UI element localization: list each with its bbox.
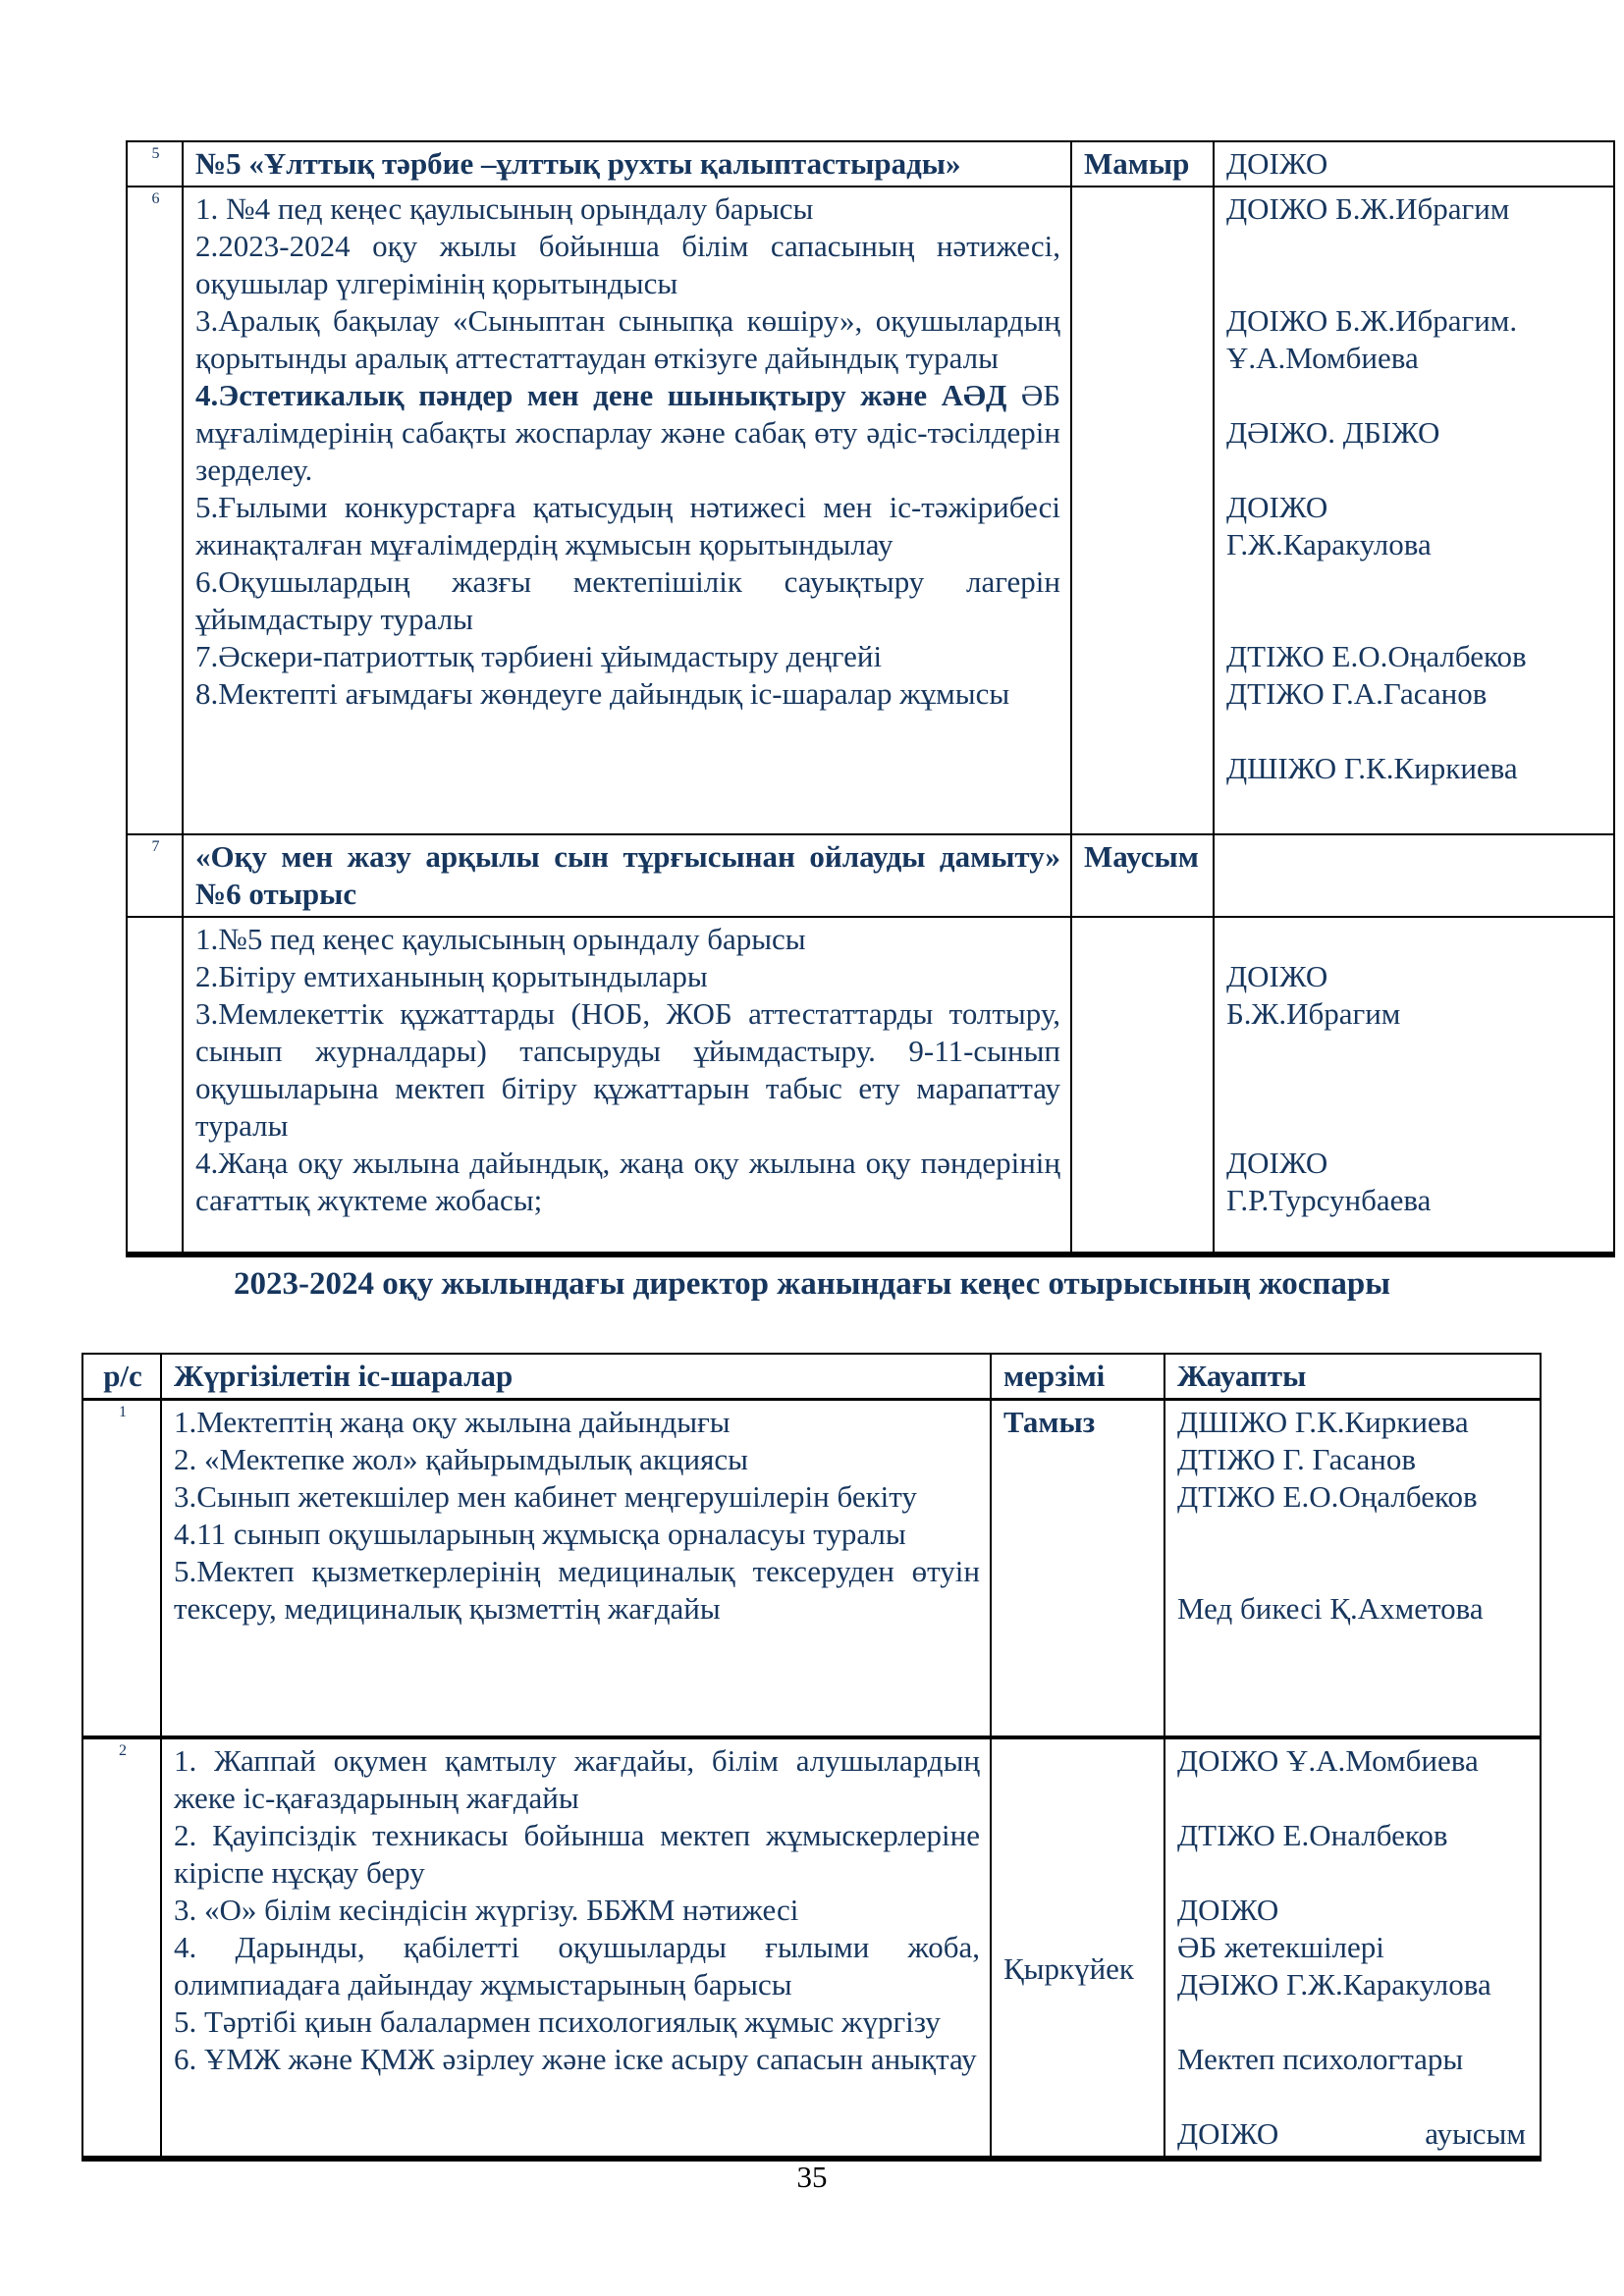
month-label: Мамыр [1084, 146, 1190, 181]
responsible-label: ДОІЖО [1226, 959, 1328, 993]
activity-item: 4. Дарынды, қабілетті оқушыларды ғылыми жоба, олимпиадаға дайындау жұмыстарының барысы [174, 1930, 980, 2002]
responsible-cell [1214, 187, 1614, 834]
agenda-item: 2.Бітіру емтиханының қорытындылары [195, 959, 708, 993]
activity-item: 4.11 сынып оқушыларының жұмысқа орналасуы туралы [174, 1517, 906, 1551]
table-header-row [82, 1354, 1541, 1400]
responsible-label: ДОІЖО Б.Ж.Ибрагим [1226, 191, 1510, 226]
row-number-cell: 2 [82, 1737, 161, 2159]
header-activities-label: Жүргізілетін іс-шаралар [174, 1359, 514, 1393]
responsible-label: Б.Ж.Ибрагим [1226, 996, 1401, 1031]
agenda-item: 7.Әскери-патриоттық тәрбиені ұйымдастыру деңгейі [195, 639, 883, 673]
agenda-item: 1. №4 пед кеңес қаулысының орындалу барысы [195, 191, 814, 226]
responsible-cell-empty [1214, 834, 1614, 917]
responsible-label: Мектеп психологтары [1177, 2042, 1464, 2076]
responsible-label: ДШІЖО Г.К.Киркиева [1177, 1405, 1469, 1439]
responsible-label: Г.Р.Турсунбаева [1226, 1183, 1432, 1217]
activity-item: 6. ҰМЖ және ҚМЖ әзірлеу және іске асыру сапасын анықтау [174, 2042, 977, 2076]
month-cell-empty [1071, 187, 1214, 834]
responsible-cell [1164, 1737, 1541, 2159]
activity-item: 3. «О» білім кесіндісін жүргізу. ББЖМ нәтижесі [174, 1893, 799, 1927]
responsible-label: ДТІЖО Е.О.Оңалбеков [1177, 1479, 1478, 1514]
row-number-cell: 5 [127, 141, 183, 187]
month-cell [1071, 834, 1214, 917]
meeting-title: «Оқу мен жазу арқылы сын тұрғысынан ойлауды дамыту» №6 отырыс [195, 839, 1060, 911]
table-row [127, 141, 1614, 187]
agenda-items-cell [183, 187, 1071, 834]
activity-item: 1.Мектептің жаңа оқу жылына дайындығы [174, 1405, 731, 1439]
responsible-label: ДОІЖО [1226, 146, 1328, 181]
header-responsible-cell [1164, 1354, 1541, 1400]
responsible-label: ДТІЖО Г. Гасанов [1177, 1442, 1417, 1476]
meeting-title-cell [183, 141, 1071, 187]
meeting-title-cell [183, 834, 1071, 917]
activity-item: 3.Сынып жетекшілер мен кабинет меңгерушілерін бекіту [174, 1479, 917, 1514]
pedagogical-council-plan-table [126, 140, 1615, 1257]
responsible-label: ДОІЖО Б.Ж.Ибрагим. [1226, 303, 1518, 338]
header-number-label: р/с [103, 1359, 142, 1393]
activities-cell [161, 1737, 991, 2159]
responsible-label: ДТІЖО Г.А.Гасанов [1226, 676, 1488, 711]
responsible-label: ДОІЖО [1177, 1893, 1279, 1927]
responsible-label: ДОІЖО [1226, 490, 1328, 524]
agenda-item: 1.№5 пед кеңес қаулысының орындалу барысы [195, 922, 806, 956]
agenda-item: 2.2023-2024 оқу жылы бойынша білім сапасының нәтижесі, оқушылар үлгерімінің қорытындысы [195, 229, 1060, 300]
activities-cell [161, 1400, 991, 1738]
meeting-title: №5 «Ұлттық тәрбие –ұлттық рухты қалыптастырады» [195, 146, 961, 181]
agenda-item: 3.Мемлекеттік құжаттарды (НОБ, ЖОБ аттестаттарды толтыру, сынып журналдары) тапсыруды ұйымдастыру. 9-11-сынып оқушыларына мектеп бітіру құжаттарын табыс ету марапаттау туралы [195, 996, 1060, 1143]
term-label: Қыркүйек [1003, 1951, 1134, 1986]
table-row [127, 917, 1614, 1255]
responsible-label: ДӘІЖО Г.Ж.Каракулова [1177, 1967, 1491, 2002]
row-number-cell-empty [127, 917, 183, 1255]
table-row [127, 834, 1614, 917]
agenda-item: 8.Мектепті ағымдағы жөндеуге дайындық іс-шаралар жұмысы [195, 676, 1010, 711]
responsible-label: ДОІЖО ауысым [1177, 2116, 1526, 2151]
responsible-label: ДӘІЖО. ДБІЖО [1226, 415, 1440, 450]
header-term-cell [991, 1354, 1164, 1400]
header-term-label: мерзімі [1003, 1359, 1106, 1393]
term-label: Тамыз [1003, 1405, 1096, 1439]
table-row [82, 1737, 1541, 2159]
header-number-cell [82, 1354, 161, 1400]
header-responsible-label: Жауапты [1177, 1359, 1307, 1393]
responsible-label: ДОІЖО [1226, 1146, 1328, 1180]
table-row [127, 187, 1614, 834]
agenda-item: 6.Оқушылардың жазғы мектепішілік сауықтыру лагерін ұйымдастыру туралы [195, 564, 1060, 636]
responsible-label: Мед бикесі Қ.Ахметова [1177, 1591, 1484, 1626]
director-council-plan-table [81, 1353, 1542, 2162]
activity-item: 1. Жаппай оқумен қамтылу жағдайы, білім алушылардың жеке іс-қағаздарының жағдайы [174, 1743, 980, 1815]
activity-item: 5. Тәртібі қиын балалармен психологиялық жұмыс жүргізу [174, 2004, 941, 2039]
term-cell [991, 1400, 1164, 1738]
agenda-item: 4.Жаңа оқу жылына дайындық, жаңа оқу жылына оқу пәндерінің сағаттық жүктеме жобасы; [195, 1146, 1060, 1217]
row-number-cell: 7 [127, 834, 183, 917]
agenda-item: 3.Аралық бақылау «Сыныптан сыныпқа көшіру», оқушылардың қорытынды аралық аттестаттаудан өткізуге дайындық туралы [195, 303, 1060, 375]
section-heading: 2023-2024 оқу жылындағы директор жанындағы кеңес отырысының жоспары [234, 1266, 1390, 1302]
activity-item: 2. «Мектепке жол» қайырымдылық акциясы [174, 1442, 748, 1476]
month-label: Маусым [1084, 839, 1199, 874]
table-row [82, 1400, 1541, 1738]
responsible-cell [1214, 917, 1614, 1255]
responsible-label: ДОІЖО Ұ.А.Момбиева [1177, 1743, 1479, 1778]
header-activities-cell [161, 1354, 991, 1400]
month-cell-empty [1071, 917, 1214, 1255]
agenda-items-cell [183, 917, 1071, 1255]
responsible-label: Г.Ж.Каракулова [1226, 527, 1432, 561]
activity-item: 2. Қауіпсіздік техникасы бойынша мектеп жұмыскерлеріне кіріспе нұсқау беру [174, 1818, 980, 1890]
term-cell [991, 1737, 1164, 2159]
responsible-label: ДТІЖО Е.Оналбеков [1177, 1818, 1448, 1852]
agenda-item-bold-lead: 4.Эстетикалық пәндер мен дене шынықтыру және АӘД [195, 378, 1007, 412]
page-number: 35 [796, 2160, 828, 2194]
responsible-label: ӘБ жетекшілері [1177, 1930, 1384, 1964]
responsible-cell [1214, 141, 1614, 187]
responsible-label: ДШІЖО Г.К.Киркиева [1226, 751, 1518, 785]
row-number-cell: 6 [127, 187, 183, 834]
responsible-cell [1164, 1400, 1541, 1738]
responsible-label: ДТІЖО Е.О.Оңалбеков [1226, 639, 1527, 673]
agenda-item [195, 377, 1060, 489]
month-cell [1071, 141, 1214, 187]
agenda-item: 5.Ғылыми конкурстарға қатысудың нәтижесі мен іс-тәжірибесі жинақталған мұғалімдердің жұмысын қорытындылау [195, 490, 1060, 561]
agenda-item-rest: ӘБ мұғалімдерінің сабақты жоспарлау және сабақ өту әдіс-тәсілдерін зерделеу. [195, 378, 1061, 487]
row-number-cell: 1 [82, 1400, 161, 1738]
responsible-label: Ұ.А.Момбиева [1226, 341, 1419, 375]
activity-item: 5.Мектеп қызметкерлерінің медициналық тексеруден өтуін тексеру, медициналық қызметтің жағдайы [174, 1554, 980, 1626]
